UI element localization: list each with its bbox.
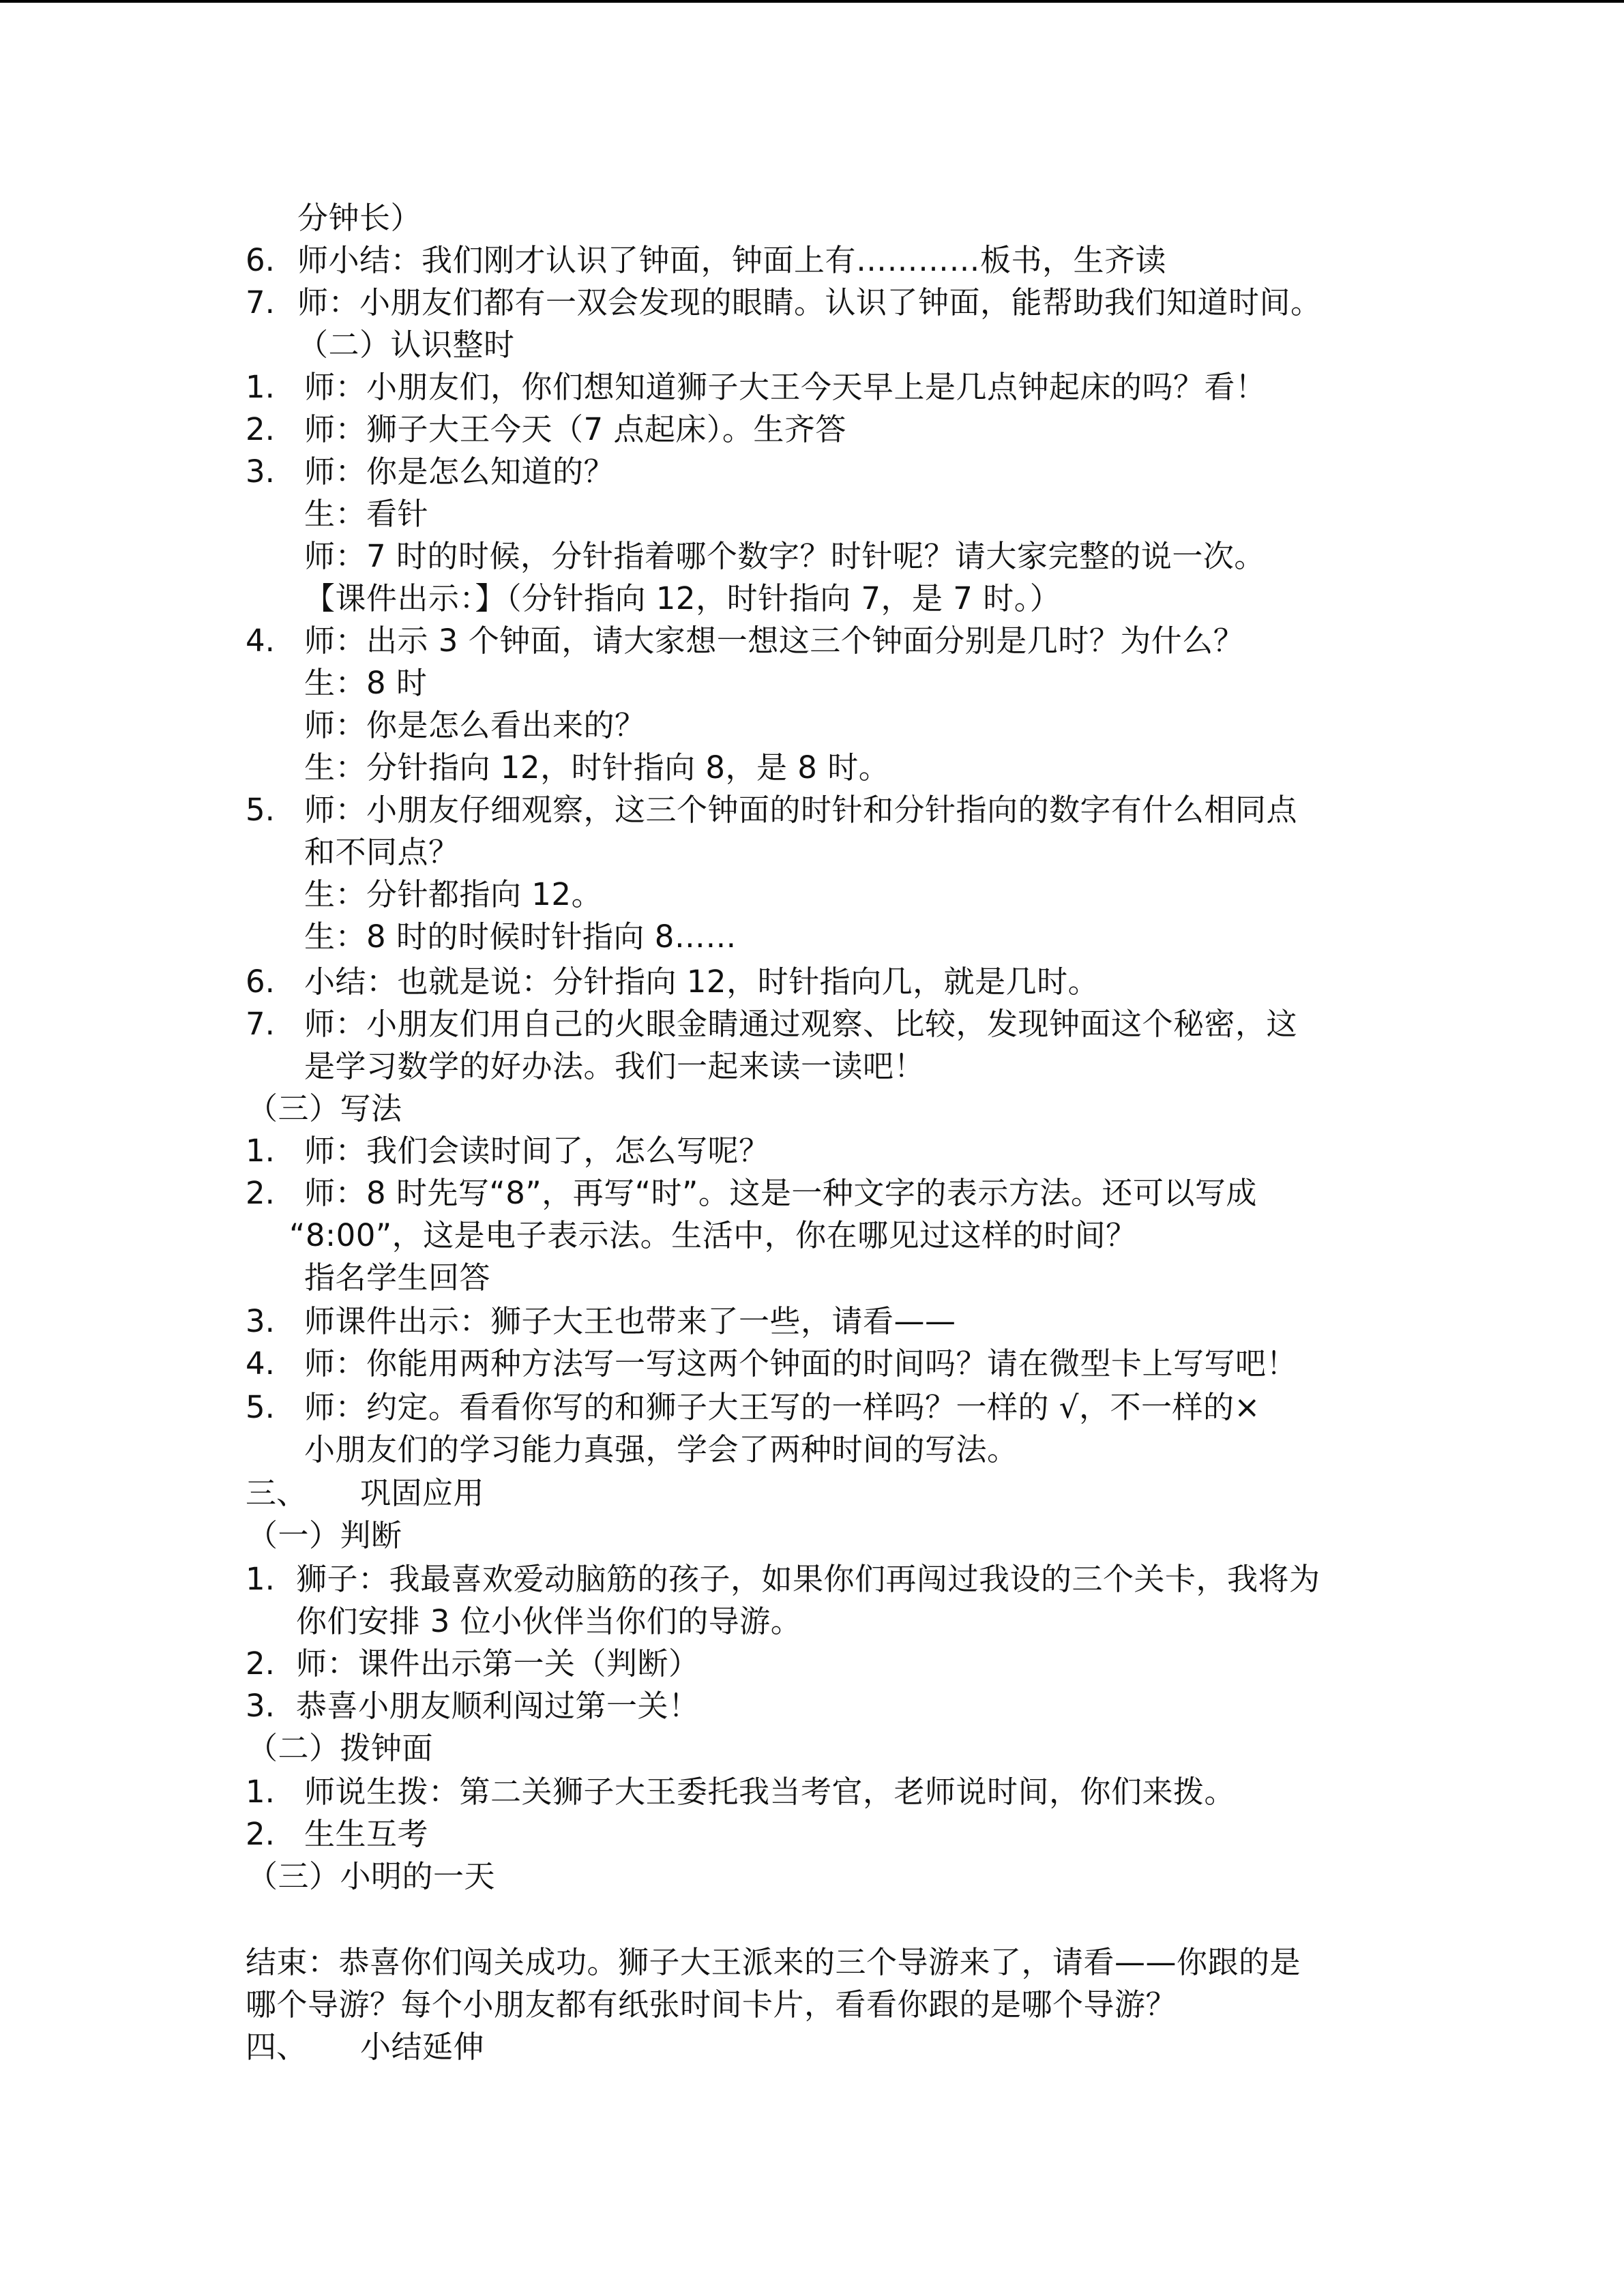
text-line: 生：分针都指向 12。 [304,876,603,912]
list-item-text: 师：约定。看看你写的和狮子大王写的一样吗？一样的 √，不一样的× [304,1389,1260,1425]
text-line: 是学习数学的好办法。我们一起来读一读吧！ [304,1048,926,1084]
section-number: 四、 [246,2029,308,2065]
list-item-text: 师小结：我们刚才认识了钟面，钟面上有…………板书，生齐读 [297,242,1167,278]
list-item-text: 师：狮子大王今天（7 点起床）。生齐答 [304,411,846,447]
list-item-text: 师：小朋友们用自己的火眼金睛通过观察、比较，发现钟面这个秘密，这 [304,1006,1298,1042]
list-item-text: 师：课件出示第一关（判断） [296,1645,700,1682]
list-number: 3. [246,1688,275,1724]
text-line: 分钟长） [297,200,422,236]
text-line: 生：8 时 [304,665,428,701]
text-line: “8:00”，这是电子表示法。生活中，你在哪见过这样的时间？ [289,1217,1137,1253]
list-number: 1. [246,1561,275,1597]
list-number: 1. [246,369,275,405]
list-item-text: 师：你是怎么知道的？ [304,453,615,490]
section-heading: 巩固应用 [360,1475,485,1511]
list-item-text: 师：8 时先写“8”，再写“时”。这是一种文字的表示方法。还可以写成 [304,1175,1257,1211]
text-line: 指名学生回答 [304,1259,491,1296]
list-number: 7. [246,1006,275,1042]
list-number: 7. [246,284,275,320]
list-item-text: 师：出示 3 个钟面，请大家想一想这三个钟面分别是几时？为什么？ [304,623,1245,659]
list-number: 3. [246,453,275,490]
text-line: 生：分针指向 12，时针指向 8，是 8 时。 [304,749,890,786]
list-item-text: 小结：也就是说：分针指向 12，时针指向几，就是几时。 [304,964,1099,1000]
list-number: 6. [246,964,275,1000]
list-item-text: 师课件出示：狮子大王也带来了一些，请看—— [304,1303,956,1339]
section-heading: （一）判断 [247,1517,402,1553]
list-item-text: 师：小朋友们都有一双会发现的眼睛。认识了钟面，能帮助我们知道时间。 [297,284,1322,320]
text-line: 小朋友们的学习能力真强，学会了两种时间的写法。 [304,1431,1018,1467]
list-number: 4. [246,1345,275,1382]
list-item-text: 师：你能用两种方法写一写这两个钟面的时间吗？请在微型卡上写写吧！ [304,1345,1298,1382]
list-number: 5. [246,792,275,828]
text-line: 师：你是怎么看出来的？ [304,707,646,743]
list-number: 2. [246,1175,275,1211]
list-item-text: 师说生拨：第二关狮子大王委托我当考官，老师说时间，你们来拨。 [304,1774,1236,1810]
section-heading: （二）拨钟面 [247,1730,434,1766]
list-number: 1. [246,1133,275,1169]
section-heading: （三）小明的一天 [247,1858,496,1894]
list-item-text: 狮子：我最喜欢爱动脑筋的孩子，如果你们再闯过我设的三个关卡，我将为 [296,1561,1320,1597]
list-number: 2. [246,1645,275,1682]
list-number: 1. [246,1774,275,1810]
list-item-text: 师：小朋友仔细观察，这三个钟面的时针和分针指向的数字有什么相同点 [304,792,1298,828]
list-number: 6. [246,242,275,278]
list-number: 3. [246,1303,275,1339]
text-line: 结束：恭喜你们闯关成功。狮子大王派来的三个导游来了，请看——你跟的是 [246,1944,1301,1980]
section-heading: （三）写法 [247,1090,402,1127]
section-number: 三、 [246,1475,308,1511]
section-heading: 小结延伸 [360,2029,485,2065]
text-line: 生：看针 [304,496,429,532]
list-item-text: 生生互考 [304,1816,429,1852]
list-number: 4. [246,623,275,659]
list-number: 5. [246,1389,275,1425]
list-item-text: 师：我们会读时间了，怎么写呢？ [304,1133,770,1169]
text-line: 师：7 时的时候，分针指着哪个数字？时针呢？请大家完整的说一次。 [304,538,1265,574]
list-number: 2. [246,1816,275,1852]
text-line: 和不同点？ [304,834,460,870]
text-line: 生：8 时的时候时针指向 8…… [304,919,737,955]
list-item-text: 恭喜小朋友顺利闯过第一关！ [296,1688,700,1724]
list-item-text: 师：小朋友们，你们想知道狮子大王今天早上是几点钟起床的吗？看！ [304,369,1267,405]
text-line: 你们安排 3 位小伙伴当你们的导游。 [296,1603,802,1639]
section-heading: （二）认识整时 [297,327,515,363]
list-number: 2. [246,411,275,447]
text-line: 【课件出示：】（分针指向 12，时针指向 7，是 7 时。） [304,580,1061,616]
text-line: 哪个导游？每个小朋友都有纸张时间卡片，看看你跟的是哪个导游？ [246,1986,1177,2023]
